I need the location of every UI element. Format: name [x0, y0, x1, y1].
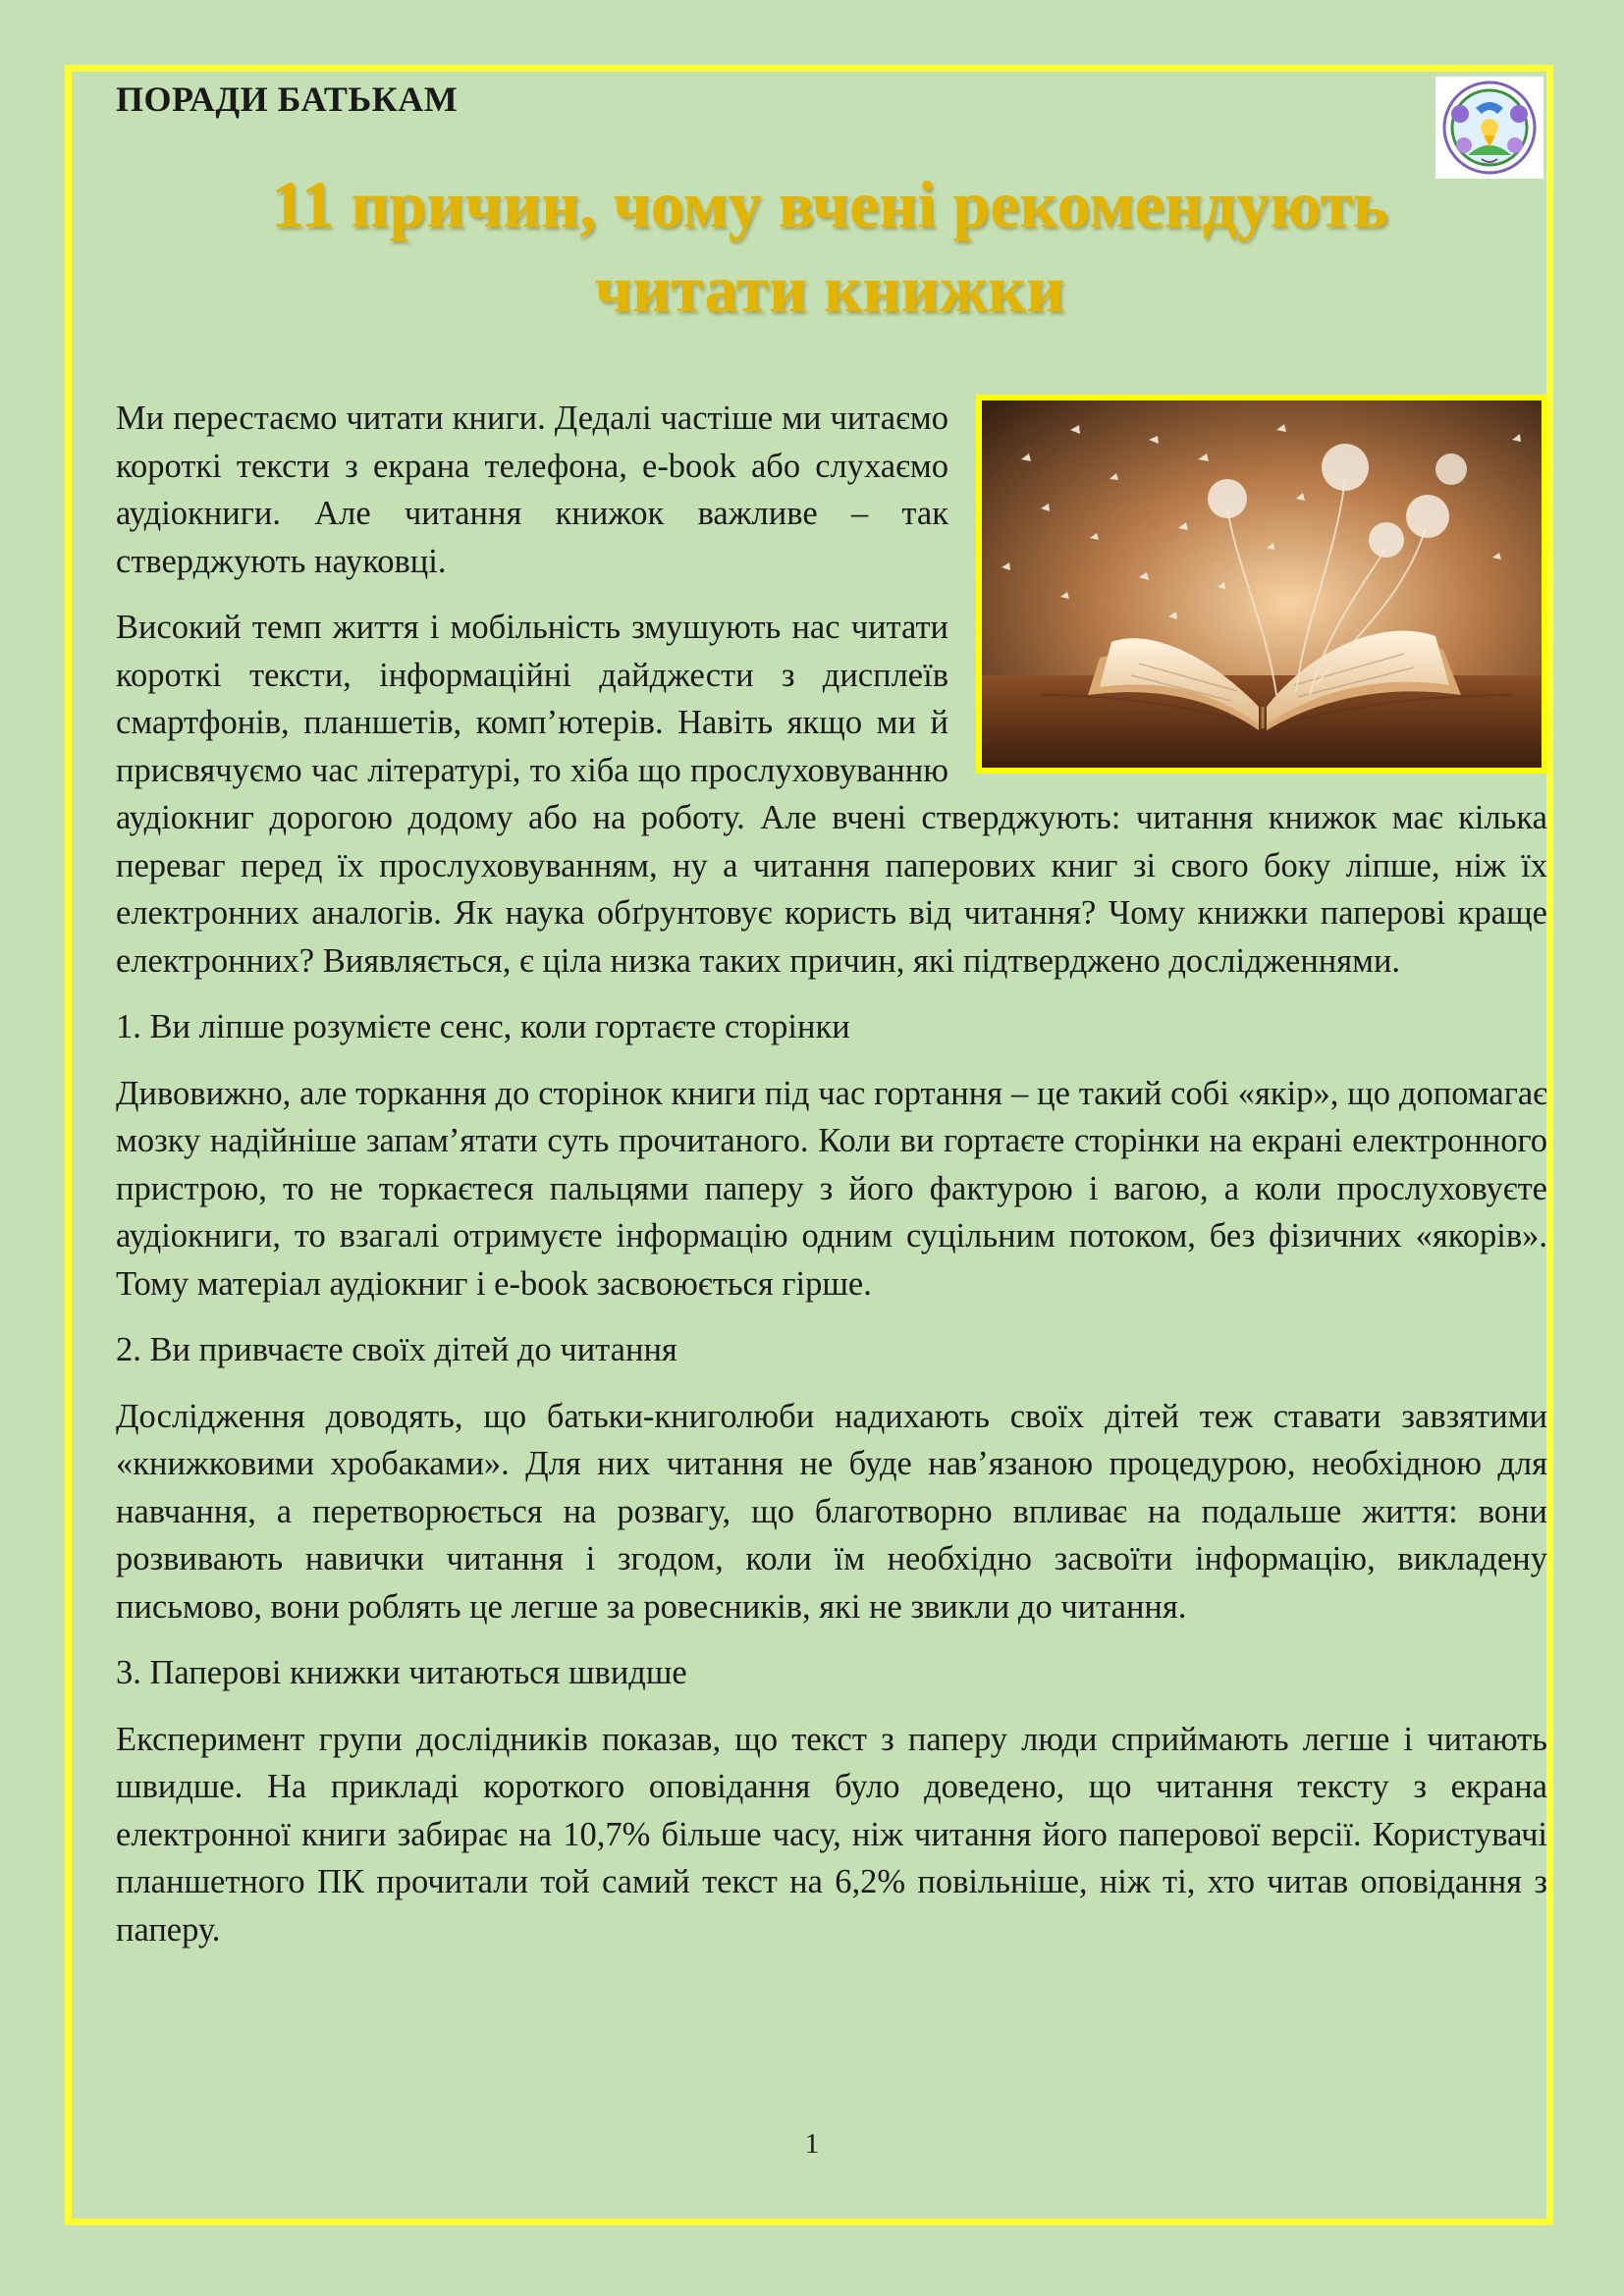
reason-2-text: Дослідження доводять, що батьки-книголюби надихають своїх дітей теж ставати завзятими «книжковими хробаками». Для них читання не буде нав’язаною процедурою, необхідною для навчання, а перетворюється на розвагу, що благотворно впливає на подальше життя: вони розвивають навички читання і згодом, коли їм необхідно засвоїти інформацію, викладену письмово, вони роблять це легше за ровесників, які не звикли до читання.: [116, 1397, 1547, 1626]
open-book-butterflies-photo: [976, 395, 1547, 774]
intro-paragraph-2: Високий темп життя і мобільність змушують нас читати короткі тексти, інформаційні дайджести з дисплеїв смартфонів, планшетів, комп’ютерів. Навіть якщо ми й присвячуємо час літературі, то хіба що прослуховуванню аудіокниг дорогою додому або на роботу. Але вчені стверджують: читання книжок має кілька переваг перед їх прослуховуванням, ну а читання паперових книг зі свого боку ліпше, ніж їх електронних аналогів. Як наука обґрунтовує користь від читання? Чому книжки паперові краще електронних? Виявляється, є ціла низка таких причин, які підтверджено дослідженнями.: [116, 609, 1547, 980]
reason-1-heading: 1. Ви ліпше розумієте сенс, коли гортаєте сторінки: [116, 1008, 850, 1045]
article-body: [116, 395, 1547, 1972]
reason-2-heading: 2. Ви привчаєте своїх дітей до читання: [116, 1331, 677, 1368]
reason-3-heading: 3. Паперові книжки читаються швидше: [116, 1654, 687, 1691]
intro-paragraph-1: Ми перестаємо читати книги. Дедалі частіше ми читаємо короткі тексти з екрана телефона, e-book або слухаємо аудіокниги. Але читання книжок важливе – так стверджують науковці.: [116, 400, 948, 580]
reason-1-text: Дивовижно, але торкання до сторінок книги під час гортання – це такий собі «якір», що допомагає мозку надійніше запам’ятати суть прочитаного. Коли ви гортаєте сторінки на екрані електронного пристрою, то не торкаєтеся пальцями паперу з його фактурою і вагою, а коли прослуховуєте аудіокниги, то взагалі отримуєте інформацію одним суцільним потоком, без фізичних «якорів». Тому матеріал аудіокниг і e-book засвоюється гірше.: [116, 1074, 1547, 1303]
page-title: [147, 162, 1512, 331]
section-label: ПОРАДИ БАТЬКАМ: [116, 80, 459, 119]
title-line-1: 11 причин, чому вчені рекомендують: [271, 167, 1388, 241]
title-line-2: читати книжки: [594, 251, 1065, 326]
reason-3-text: Експеримент групи дослідників показав, що текст з паперу люди сприймають легше і читають швидше. На прикладі короткого оповідання було доведено, що читання тексту з екрана електронної книги забирає на 10,7% більше часу, ніж читання його паперової версії. Користувачі планшетного ПК прочитали той самий текст на 6,2% повільніше, ніж ті, хто читав оповідання з паперу.: [116, 1720, 1547, 1949]
page-number: 1: [804, 2128, 820, 2160]
